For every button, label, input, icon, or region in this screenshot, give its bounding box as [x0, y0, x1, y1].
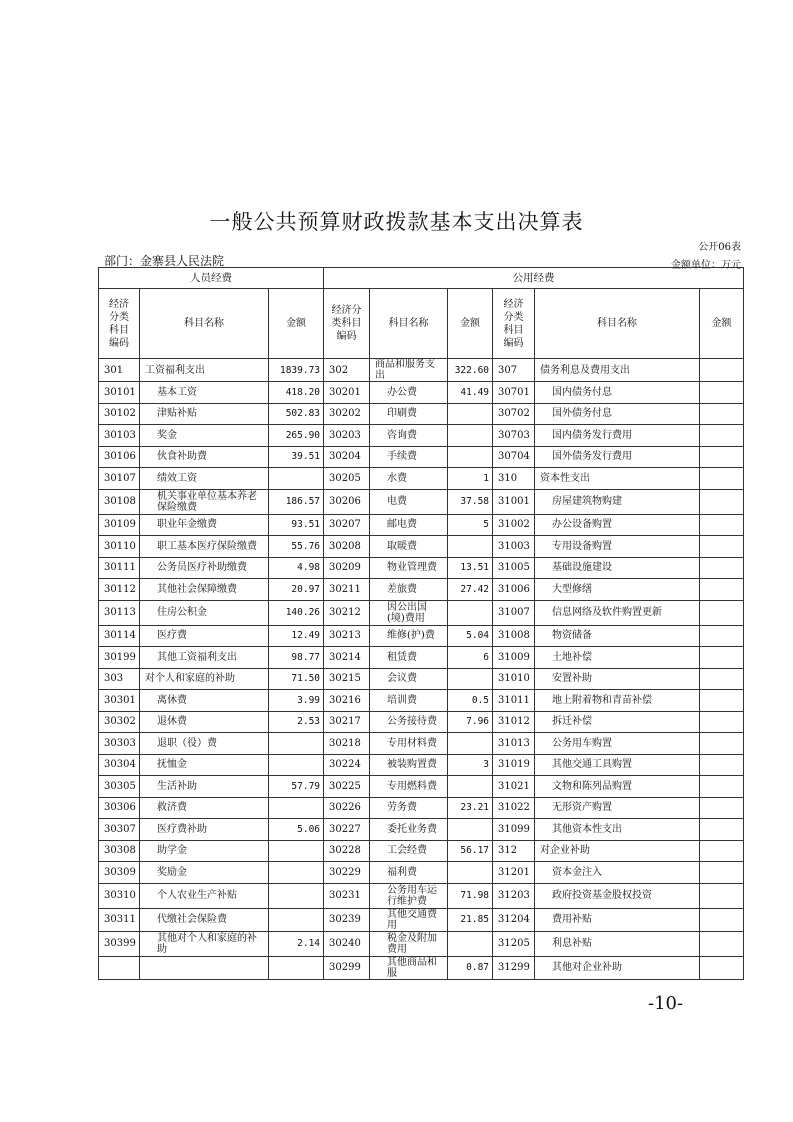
- table-row: [99, 600, 744, 625]
- item-name-cell: 其他资本性支出: [535, 819, 700, 841]
- amount-cell: [700, 931, 744, 956]
- col-header-amount: 金额: [269, 289, 324, 359]
- economic-code-cell: 30207: [324, 514, 370, 536]
- economic-code-cell: 30231: [324, 883, 370, 908]
- page-title: 一般公共预算财政拨款基本支出决算表: [209, 210, 584, 234]
- amount-cell: 5: [448, 514, 493, 536]
- economic-code-cell: 301: [99, 359, 140, 382]
- department-label: 部门：金寨县人民法院: [104, 254, 225, 268]
- amount-cell: [700, 956, 744, 979]
- table-row: [99, 625, 744, 647]
- amount-cell: [700, 468, 744, 490]
- amount-cell: 4.98: [269, 557, 324, 579]
- economic-code-cell: 31007: [493, 600, 535, 625]
- table-row: [99, 514, 744, 536]
- economic-code-cell: 30209: [324, 557, 370, 579]
- amount-cell: 1: [448, 468, 493, 490]
- table-row: [99, 797, 744, 819]
- economic-code-cell: 30308: [99, 840, 140, 862]
- economic-code-cell: 30399: [99, 931, 140, 956]
- amount-cell: [448, 931, 493, 956]
- item-name-cell: 基本工资: [140, 382, 269, 404]
- economic-code-cell: 310: [493, 468, 535, 490]
- item-name-cell: 税金及附加费用: [370, 931, 448, 956]
- economic-code-cell: 31299: [493, 956, 535, 979]
- economic-code-cell: 30102: [99, 403, 140, 425]
- form-number: 公开06表: [698, 242, 741, 253]
- economic-code-cell: 30214: [324, 647, 370, 669]
- amount-cell: 140.26: [269, 600, 324, 625]
- amount-cell: [700, 840, 744, 862]
- item-name-cell: 拆迁补偿: [535, 711, 700, 733]
- economic-code-cell: 30301: [99, 690, 140, 712]
- economic-code-cell: 30110: [99, 536, 140, 558]
- economic-code-cell: 30217: [324, 711, 370, 733]
- amount-cell: 12.49: [269, 625, 324, 647]
- item-name-cell: 专用设备购置: [535, 536, 700, 558]
- amount-cell: 93.51: [269, 514, 324, 536]
- amount-cell: 98.77: [269, 647, 324, 669]
- economic-code-cell: 30113: [99, 600, 140, 625]
- item-name-cell: 办公设备购置: [535, 514, 700, 536]
- col-header-amount: 金额: [448, 289, 493, 359]
- economic-code-cell: 30201: [324, 382, 370, 404]
- item-name-cell: 其他对企业补助: [535, 956, 700, 979]
- table-row: [99, 359, 744, 382]
- table-row: [99, 883, 744, 908]
- economic-code-cell: 31006: [493, 579, 535, 601]
- economic-code-cell: 312: [493, 840, 535, 862]
- economic-code-cell: 30224: [324, 754, 370, 776]
- economic-code-cell: 30305: [99, 776, 140, 798]
- item-name-cell: 生活补助: [140, 776, 269, 798]
- amount-cell: [448, 776, 493, 798]
- economic-code-cell: 31019: [493, 754, 535, 776]
- economic-code-cell: 30240: [324, 931, 370, 956]
- item-name-cell: 离休费: [140, 690, 269, 712]
- item-name-cell: 取暖费: [370, 536, 448, 558]
- amount-cell: 13.51: [448, 557, 493, 579]
- economic-code-cell: 30229: [324, 862, 370, 884]
- amount-cell: [700, 536, 744, 558]
- amount-cell: 7.96: [448, 711, 493, 733]
- amount-cell: [448, 600, 493, 625]
- item-name-cell: [140, 956, 269, 979]
- economic-code-cell: 31203: [493, 883, 535, 908]
- item-name-cell: 其他对个人和家庭的补助: [140, 931, 269, 956]
- item-name-cell: 工资福利支出: [140, 359, 269, 382]
- amount-cell: 23.21: [448, 797, 493, 819]
- economic-code-cell: 30107: [99, 468, 140, 490]
- economic-code-cell: 31205: [493, 931, 535, 956]
- table-row: [99, 446, 744, 468]
- item-name-cell: 抚恤金: [140, 754, 269, 776]
- col-header-name: 科目名称: [140, 289, 269, 359]
- amount-cell: 39.51: [269, 446, 324, 468]
- amount-cell: 5.06: [269, 819, 324, 841]
- economic-code-cell: 30227: [324, 819, 370, 841]
- table-row: [99, 468, 744, 490]
- amount-cell: [269, 862, 324, 884]
- economic-code-cell: 30239: [324, 908, 370, 931]
- amount-cell: 56.17: [448, 840, 493, 862]
- item-name-cell: 其他商品和服: [370, 956, 448, 979]
- table-row: [99, 425, 744, 447]
- table-row: [99, 840, 744, 862]
- economic-code-cell: 30211: [324, 579, 370, 601]
- item-name-cell: 政府投资基金股权投资: [535, 883, 700, 908]
- economic-code-cell: 30704: [493, 446, 535, 468]
- item-name-cell: 职工基本医疗保险缴费: [140, 536, 269, 558]
- amount-cell: [448, 819, 493, 841]
- item-name-cell: 印刷费: [370, 403, 448, 425]
- item-name-cell: 电费: [370, 489, 448, 514]
- amount-cell: 3.99: [269, 690, 324, 712]
- item-name-cell: 工会经费: [370, 840, 448, 862]
- economic-code-cell: 31201: [493, 862, 535, 884]
- item-name-cell: 土地补偿: [535, 647, 700, 669]
- amount-cell: [700, 647, 744, 669]
- economic-code-cell: 31013: [493, 733, 535, 755]
- item-name-cell: 公务用车购置: [535, 733, 700, 755]
- economic-code-cell: 30202: [324, 403, 370, 425]
- item-name-cell: 奖金: [140, 425, 269, 447]
- item-name-cell: 费用补贴: [535, 908, 700, 931]
- amount-cell: 57.79: [269, 776, 324, 798]
- economic-code-cell: 30228: [324, 840, 370, 862]
- amount-cell: [700, 776, 744, 798]
- item-name-cell: 大型修缮: [535, 579, 700, 601]
- table-row: [99, 536, 744, 558]
- amount-cell: [700, 862, 744, 884]
- amount-cell: [269, 468, 324, 490]
- table-row: [99, 489, 744, 514]
- table-row: [99, 382, 744, 404]
- economic-code-cell: 30303: [99, 733, 140, 755]
- item-name-cell: 职业年金缴费: [140, 514, 269, 536]
- table-row: [99, 776, 744, 798]
- item-name-cell: 房屋建筑物购建: [535, 489, 700, 514]
- economic-code-cell: 31001: [493, 489, 535, 514]
- economic-code-cell: 30309: [99, 862, 140, 884]
- amount-cell: 0.87: [448, 956, 493, 979]
- item-name-cell: 咨询费: [370, 425, 448, 447]
- amount-cell: 2.14: [269, 931, 324, 956]
- amount-cell: [700, 359, 744, 382]
- item-name-cell: 津贴补贴: [140, 403, 269, 425]
- item-name-cell: 专用材料费: [370, 733, 448, 755]
- item-name-cell: 公务用车运行维护费: [370, 883, 448, 908]
- item-name-cell: 伙食补助费: [140, 446, 269, 468]
- amount-cell: [448, 403, 493, 425]
- item-name-cell: 国外债务付息: [535, 403, 700, 425]
- amount-cell: [700, 690, 744, 712]
- table-row: [99, 647, 744, 669]
- amount-cell: [269, 733, 324, 755]
- economic-code-cell: 31021: [493, 776, 535, 798]
- item-name-cell: 个人农业生产补贴: [140, 883, 269, 908]
- economic-code-cell: 30103: [99, 425, 140, 447]
- table-row: [99, 557, 744, 579]
- item-name-cell: 因公出国(境)费用: [370, 600, 448, 625]
- item-name-cell: 专用燃料费: [370, 776, 448, 798]
- amount-cell: [700, 446, 744, 468]
- amount-cell: 55.76: [269, 536, 324, 558]
- economic-code-cell: 30225: [324, 776, 370, 798]
- item-name-cell: 维修(护)费: [370, 625, 448, 647]
- col-header-amount: 金额: [700, 289, 744, 359]
- economic-code-cell: 30213: [324, 625, 370, 647]
- item-name-cell: 资本性支出: [535, 468, 700, 490]
- amount-cell: [448, 536, 493, 558]
- economic-code-cell: 31003: [493, 536, 535, 558]
- amount-cell: 5.04: [448, 625, 493, 647]
- col-header-code: 经济分类科目编码: [493, 289, 535, 359]
- amount-cell: 1839.73: [269, 359, 324, 382]
- item-name-cell: 退职（役）费: [140, 733, 269, 755]
- item-name-cell: 其他社会保障缴费: [140, 579, 269, 601]
- amount-cell: 20.97: [269, 579, 324, 601]
- item-name-cell: 手续费: [370, 446, 448, 468]
- item-name-cell: 其他工资福利支出: [140, 647, 269, 669]
- item-name-cell: 其他交通费用: [370, 908, 448, 931]
- economic-code-cell: 303: [99, 668, 140, 690]
- economic-code-cell: 31008: [493, 625, 535, 647]
- economic-code-cell: 31010: [493, 668, 535, 690]
- item-name-cell: 国内债务发行费用: [535, 425, 700, 447]
- economic-code-cell: 30106: [99, 446, 140, 468]
- item-name-cell: 救济费: [140, 797, 269, 819]
- amount-cell: [269, 840, 324, 862]
- item-name-cell: 文物和陈列品购置: [535, 776, 700, 798]
- amount-cell: [700, 733, 744, 755]
- economic-code-cell: 31009: [493, 647, 535, 669]
- item-name-cell: 基础设施建设: [535, 557, 700, 579]
- item-name-cell: 医疗费补助: [140, 819, 269, 841]
- table-row: [99, 403, 744, 425]
- economic-code-cell: 31005: [493, 557, 535, 579]
- table-row: [99, 754, 744, 776]
- economic-code-cell: 30299: [324, 956, 370, 979]
- economic-code-cell: 30302: [99, 711, 140, 733]
- amount-cell: 186.57: [269, 489, 324, 514]
- item-name-cell: 其他交通工具购置: [535, 754, 700, 776]
- item-name-cell: 租赁费: [370, 647, 448, 669]
- amount-cell: [700, 514, 744, 536]
- section-personnel: 人员经费: [99, 268, 324, 289]
- item-name-cell: 资本金注入: [535, 862, 700, 884]
- amount-cell: [448, 733, 493, 755]
- economic-code-cell: 31011: [493, 690, 535, 712]
- item-name-cell: 公务员医疗补助缴费: [140, 557, 269, 579]
- amount-cell: 3: [448, 754, 493, 776]
- economic-code-cell: 30307: [99, 819, 140, 841]
- amount-cell: [269, 956, 324, 979]
- item-name-cell: 委托业务费: [370, 819, 448, 841]
- amount-cell: [448, 862, 493, 884]
- economic-code-cell: 30226: [324, 797, 370, 819]
- economic-code-cell: 30702: [493, 403, 535, 425]
- amount-cell: [700, 908, 744, 931]
- economic-code-cell: 30215: [324, 668, 370, 690]
- table-row: [99, 711, 744, 733]
- economic-code-cell: 30114: [99, 625, 140, 647]
- amount-cell: [269, 908, 324, 931]
- item-name-cell: 机关事业单位基本养老保险缴费: [140, 489, 269, 514]
- unit-label: 金额单位：万元: [671, 260, 741, 271]
- economic-code-cell: 30111: [99, 557, 140, 579]
- item-name-cell: 奖励金: [140, 862, 269, 884]
- amount-cell: [700, 382, 744, 404]
- amount-cell: [269, 754, 324, 776]
- table-row: [99, 579, 744, 601]
- economic-code-cell: 31099: [493, 819, 535, 841]
- economic-code-cell: 31012: [493, 711, 535, 733]
- item-name-cell: 地上附着物和青苗补偿: [535, 690, 700, 712]
- item-name-cell: 代缴社会保险费: [140, 908, 269, 931]
- economic-code-cell: 30206: [324, 489, 370, 514]
- amount-cell: [269, 883, 324, 908]
- amount-cell: 27.42: [448, 579, 493, 601]
- economic-code-cell: 30208: [324, 536, 370, 558]
- amount-cell: 322.60: [448, 359, 493, 382]
- amount-cell: [700, 819, 744, 841]
- amount-cell: 502.83: [269, 403, 324, 425]
- amount-cell: [700, 883, 744, 908]
- table-row: [99, 819, 744, 841]
- amount-cell: [700, 711, 744, 733]
- economic-code-cell: 30109: [99, 514, 140, 536]
- item-name-cell: 差旅费: [370, 579, 448, 601]
- expenditure-table: [98, 267, 744, 980]
- economic-code-cell: 31204: [493, 908, 535, 931]
- economic-code-cell: 30701: [493, 382, 535, 404]
- item-name-cell: 对个人和家庭的补助: [140, 668, 269, 690]
- item-name-cell: 安置补助: [535, 668, 700, 690]
- amount-cell: [448, 668, 493, 690]
- economic-code-cell: 30703: [493, 425, 535, 447]
- item-name-cell: 被装购置费: [370, 754, 448, 776]
- economic-code-cell: 30212: [324, 600, 370, 625]
- economic-code-cell: 302: [324, 359, 370, 382]
- amount-cell: [448, 425, 493, 447]
- economic-code-cell: 30108: [99, 489, 140, 514]
- table-row: [99, 690, 744, 712]
- col-header-name: 科目名称: [370, 289, 448, 359]
- economic-code-cell: 30216: [324, 690, 370, 712]
- amount-cell: 41.49: [448, 382, 493, 404]
- item-name-cell: 助学金: [140, 840, 269, 862]
- amount-cell: [700, 403, 744, 425]
- amount-cell: 6: [448, 647, 493, 669]
- amount-cell: 418.20: [269, 382, 324, 404]
- amount-cell: 21.85: [448, 908, 493, 931]
- table-row: [99, 956, 744, 979]
- economic-code-cell: 30304: [99, 754, 140, 776]
- table-row: [99, 733, 744, 755]
- col-header-code: 经济分类科目编码: [99, 289, 140, 359]
- economic-code-cell: 30112: [99, 579, 140, 601]
- amount-cell: [700, 797, 744, 819]
- amount-cell: [700, 625, 744, 647]
- item-name-cell: 医疗费: [140, 625, 269, 647]
- amount-cell: 71.50: [269, 668, 324, 690]
- amount-cell: [269, 797, 324, 819]
- item-name-cell: 会议费: [370, 668, 448, 690]
- economic-code-cell: 30310: [99, 883, 140, 908]
- economic-code-cell: 31002: [493, 514, 535, 536]
- economic-code-cell: 307: [493, 359, 535, 382]
- economic-code-cell: 31022: [493, 797, 535, 819]
- item-name-cell: 无形资产购置: [535, 797, 700, 819]
- item-name-cell: 福利费: [370, 862, 448, 884]
- item-name-cell: 办公费: [370, 382, 448, 404]
- item-name-cell: 国外债务发行费用: [535, 446, 700, 468]
- item-name-cell: 培训费: [370, 690, 448, 712]
- item-name-cell: 商品和服务支出: [370, 359, 448, 382]
- economic-code-cell: 30306: [99, 797, 140, 819]
- item-name-cell: 退休费: [140, 711, 269, 733]
- amount-cell: [700, 600, 744, 625]
- amount-cell: [700, 754, 744, 776]
- amount-cell: 265.90: [269, 425, 324, 447]
- col-header-code: 经济分类科目编码: [324, 289, 370, 359]
- item-name-cell: 物业管理费: [370, 557, 448, 579]
- economic-code-cell: 30203: [324, 425, 370, 447]
- page-number: -10-: [648, 993, 684, 1014]
- amount-cell: [700, 579, 744, 601]
- item-name-cell: 水费: [370, 468, 448, 490]
- amount-cell: 2.53: [269, 711, 324, 733]
- table-row: [99, 908, 744, 931]
- economic-code-cell: 30311: [99, 908, 140, 931]
- amount-cell: [700, 668, 744, 690]
- economic-code-cell: 30205: [324, 468, 370, 490]
- section-public: 公用经费: [324, 268, 744, 289]
- economic-code-cell: 30199: [99, 647, 140, 669]
- item-name-cell: 公务接待费: [370, 711, 448, 733]
- item-name-cell: 物资储备: [535, 625, 700, 647]
- table-row: [99, 668, 744, 690]
- item-name-cell: 邮电费: [370, 514, 448, 536]
- item-name-cell: 信息网络及软件购置更新: [535, 600, 700, 625]
- economic-code-cell: 30218: [324, 733, 370, 755]
- amount-cell: [700, 489, 744, 514]
- amount-cell: 71.98: [448, 883, 493, 908]
- amount-cell: [448, 446, 493, 468]
- item-name-cell: 对企业补助: [535, 840, 700, 862]
- item-name-cell: 债务利息及费用支出: [535, 359, 700, 382]
- col-header-name: 科目名称: [535, 289, 700, 359]
- item-name-cell: 劳务费: [370, 797, 448, 819]
- table-row: [99, 931, 744, 956]
- item-name-cell: 住房公积金: [140, 600, 269, 625]
- economic-code-cell: [99, 956, 140, 979]
- item-name-cell: 绩效工资: [140, 468, 269, 490]
- table-row: [99, 862, 744, 884]
- amount-cell: 0.5: [448, 690, 493, 712]
- item-name-cell: 国内债务付息: [535, 382, 700, 404]
- amount-cell: [700, 425, 744, 447]
- economic-code-cell: 30204: [324, 446, 370, 468]
- amount-cell: 37.58: [448, 489, 493, 514]
- amount-cell: [700, 557, 744, 579]
- economic-code-cell: 30101: [99, 382, 140, 404]
- item-name-cell: 利息补贴: [535, 931, 700, 956]
